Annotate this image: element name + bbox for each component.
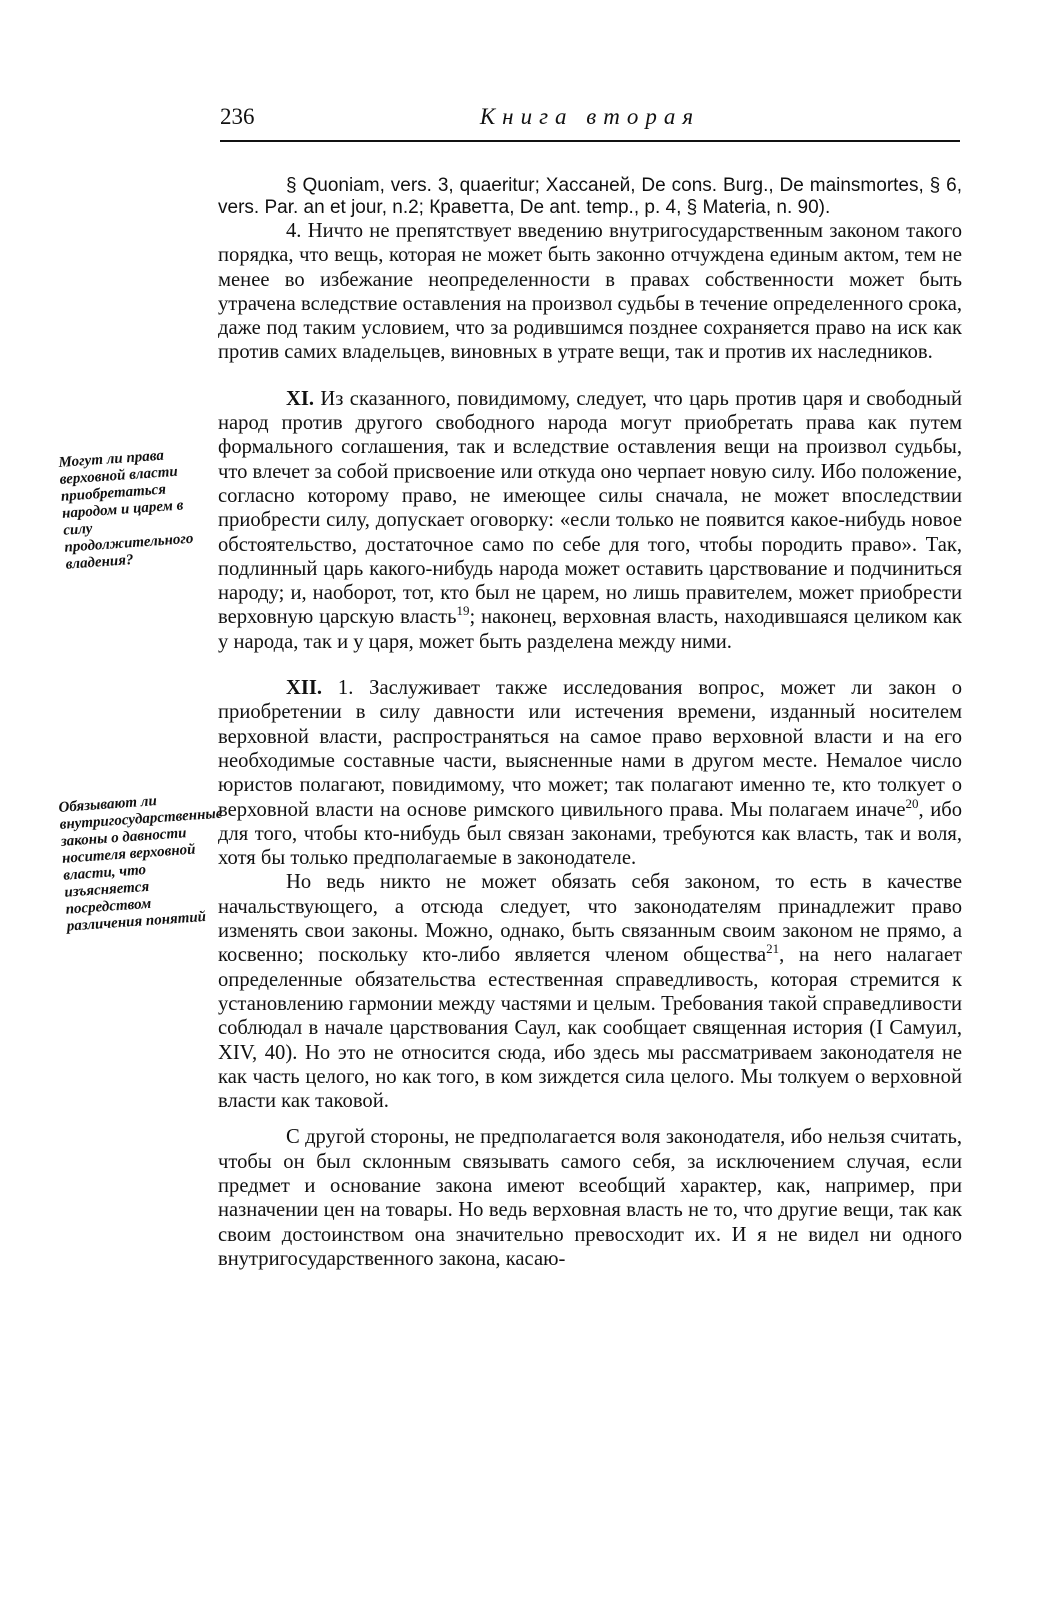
margin-note-rights-possession: Могут ли права верховной власти приобретаться народом и царем в силу продолжительного владения? [58, 447, 194, 573]
main-text [218, 175, 962, 1271]
section-xi-text-a: Из сказанного, повидимому, следует, что царь против царя и свободный народ против другого свободного народа могут приобретать права как путем формального соглашения, так и вследствие оставления вещи на произвол судьбы, что влечет за собой присвоение или откуда оно черпает новую силу. Ибо положение, согласно которому право, не имеющее силы сначала, не может впоследствии приобрести силу, допускает оговорку: «если только не появится какое-нибудь новое обстоятельство, достаточное само по себе для того, чтобы породить право». Так, подлинный царь какого-нибудь народа может оставить царствование и подчиниться народу; и, наоборот, тот, кто был не царем, но лишь правителем, может приобрести верховную царскую власть [218, 387, 962, 629]
footnote-marker-19: 19 [456, 603, 470, 619]
margin-note-prescription-laws: Обязывают ли внутригосударственные законы о давности носителя верховной власти, что изъясняется посредством различения понятий [58, 793, 223, 935]
section-xii-text-b: , ибо для того, чтобы кто-нибудь был связан законами, требуются как власть, так и воля, хотя бы только предполагаемые в законодателе. [218, 798, 962, 870]
page-number: 236 [220, 104, 255, 129]
section-xi-label: XI. [286, 387, 315, 410]
paragraph-no-one-can-bind [218, 870, 962, 1113]
paragraph-other-side: С другой стороны, не предполагается воля законодателя, ибо нельзя считать, чтобы он был склонным связывать самого себя, за исключением случая, если предмет и основание закона имеют всеобщий характер, как, например, при назначении цен на товары. Но ведь верховная власть не то, что другие вещи, так как своим достоинством она значительно превосходит их. И я не видел ни одного внутригосударственного закона, касаю- [218, 1126, 962, 1270]
paragraph-ved-text-b: , на него налагает определенные обязательства естественная справедливость, которая стремится к установлению гармонии между частями и целым. Требования такой справедливости соблюдал в начале царствования Саул, как сообщает священная история (I Самуил, XIV, 40). Но это не относится сюда, ибо здесь мы рассматриваем законодателя не как часть целого, но как того, в ком зиждется сила целого. Мы толкуем о верховной власти как таковой. [218, 944, 962, 1113]
section-xii-text-a: 1. Заслуживает также исследования вопрос, может ли закон о приобретении в силу давности или истечения времени, изданный носителем верховной власти, распространяться на самое право верховной власти и на его необходимые составные части, выясненные нами в другом месте. Немалое число юристов полагают, повидимому, что может; так полагают именно те, кто толкует о верховной власти на основе римского цивильного права. Мы полагаем иначе [218, 677, 962, 821]
page-header [220, 104, 960, 142]
footnote-marker-21: 21 [766, 941, 780, 957]
section-xi [218, 387, 962, 654]
running-title: Книга вторая [479, 104, 701, 129]
section-xi-text-b: ; наконец, верховная власть, находившаяся целиком как у народа, так и у царя, может быть разделена между ними. [218, 606, 963, 653]
section-xii [218, 676, 962, 870]
paragraph-ved-text-a: Но ведь никто не может обязать себя законом, то есть в качестве начальствующего, а отсюда следует, что законодателям принадлежит право изменять свои законы. Можно, однако, быть связанным своим законом не прямо, а косвенно; поскольку кто-либо является членом общества [218, 871, 962, 967]
reference-paragraph: § Quoniam, vers. 3, quaeritur; Хассаней, De cons. Burg., De mainsmortes, § 6, vers. Par. an et jour, n.2; Краветтa, De ant. temp., p. 4, § Materia, n. 90). [218, 175, 962, 218]
footnote-marker-20: 20 [905, 795, 919, 811]
paragraph-4: 4. Ничто не препятствует введению внутригосударственным законом такого порядка, что вещь, которая не может быть законно отчуждена единым актом, тем не менее во избежание неопределенности в правах собственности может быть утрачена вследствие оставления на произвол судьбы в течение определенного срока, даже под таким условием, что за родившимся позднее сохраняется право на иск как против самих владельцев, виновных в утрате вещи, так и против их наследников. [218, 220, 962, 364]
section-xii-label: XII. [286, 677, 323, 700]
